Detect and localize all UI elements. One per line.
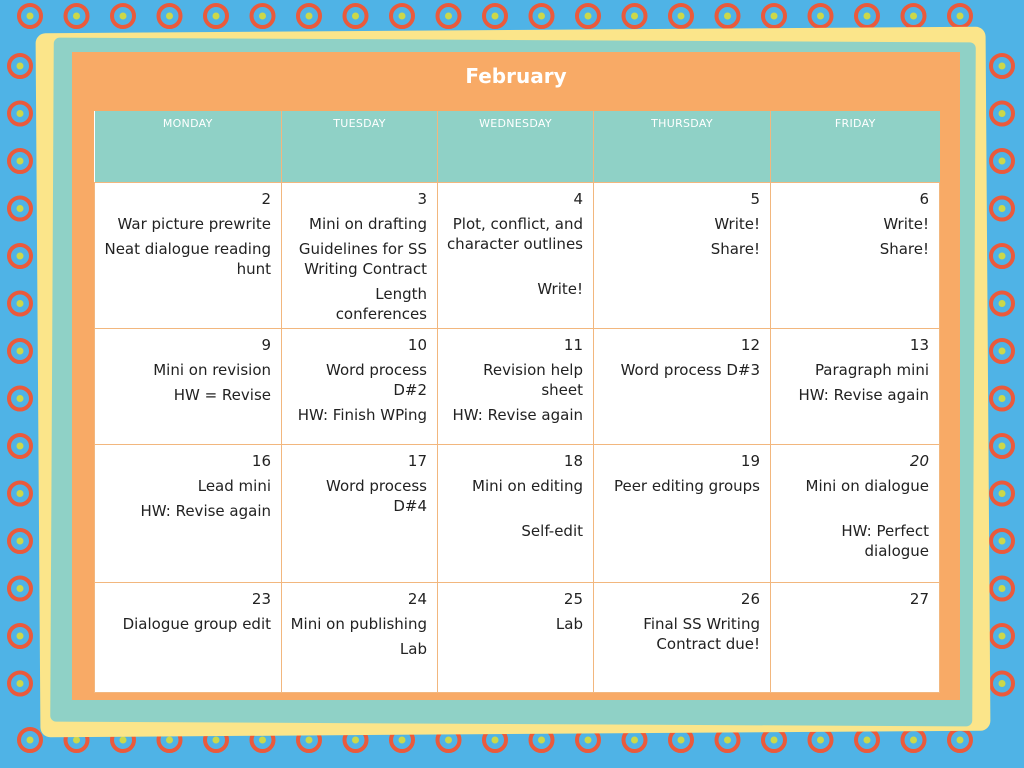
weekday-header-monday: MONDAY (95, 111, 282, 183)
day-cell (95, 183, 282, 329)
day-cell (594, 329, 771, 445)
polka-dot (9, 293, 31, 315)
polka-dot (484, 5, 506, 27)
day-cell (594, 183, 771, 329)
polka-dot (345, 5, 367, 27)
weekday-header-wednesday: WEDNESDAY (438, 111, 594, 183)
day-number: 11 (563, 336, 583, 354)
day-entry: Lab (399, 640, 427, 658)
polka-dot (991, 388, 1013, 410)
day-entry: Write! (714, 215, 760, 233)
day-entry: HW: Revise again (798, 386, 929, 404)
polka-dot (391, 5, 413, 27)
day-number: 13 (909, 336, 929, 354)
polka-dot (9, 340, 31, 362)
polka-dot (810, 5, 832, 27)
polka-dot (717, 5, 739, 27)
day-entry: Lab (555, 615, 583, 633)
day-entry: Mini on publishing (290, 615, 427, 633)
day-entry: HW: Revise again (140, 502, 271, 520)
day-number: 17 (407, 452, 427, 470)
day-entry: Share! (879, 240, 929, 258)
day-entry: HW: Perfect dialogue (841, 522, 929, 560)
polka-dot (9, 245, 31, 267)
day-number: 25 (563, 590, 583, 608)
polka-dot (205, 5, 227, 27)
day-entry: HW: Finish WPing (297, 406, 427, 424)
polka-dot (66, 5, 88, 27)
day-number: 2 (261, 190, 271, 208)
day-cell (95, 329, 282, 445)
day-number: 9 (261, 336, 271, 354)
weekday-header-tuesday: TUESDAY (282, 111, 438, 183)
polka-dot (670, 5, 692, 27)
calendar-table (94, 111, 940, 693)
day-entry: Revision help sheet (483, 361, 583, 399)
polka-dot (9, 103, 31, 125)
polka-dot (577, 5, 599, 27)
day-cell (282, 183, 438, 329)
day-entry: Word process D#3 (620, 361, 760, 379)
polka-dot (9, 530, 31, 552)
polka-dot (9, 435, 31, 457)
polka-dot (991, 483, 1013, 505)
day-entry: Word process D#4 (326, 477, 427, 515)
day-cell (282, 445, 438, 583)
week-row (95, 329, 940, 445)
weekday-header-thursday: THURSDAY (594, 111, 771, 183)
day-cell (771, 329, 940, 445)
day-number: 6 (919, 190, 929, 208)
day-entry: Guidelines for SS Writing Contract (298, 240, 427, 278)
day-entry: Plot, conflict, and character outlines (446, 215, 583, 253)
day-entry: Mini on dialogue (805, 477, 929, 495)
day-entry: Neat dialogue reading hunt (104, 240, 271, 278)
day-cell (438, 583, 594, 693)
day-entry: War picture prewrite (117, 215, 271, 233)
day-cell (438, 329, 594, 445)
polka-dot (991, 103, 1013, 125)
day-entry: Length conferences (335, 285, 427, 323)
polka-dot (949, 729, 971, 751)
day-cell (282, 329, 438, 445)
day-entry: Share! (710, 240, 760, 258)
day-entry: Write! (537, 280, 583, 298)
day-number: 23 (251, 590, 271, 608)
polka-dot (9, 388, 31, 410)
day-cell (438, 183, 594, 329)
day-cell (771, 583, 940, 693)
day-cell (594, 583, 771, 693)
day-number: 16 (251, 452, 271, 470)
day-number: 20 (909, 452, 929, 470)
polka-dot (991, 55, 1013, 77)
polka-dot (19, 729, 41, 751)
day-entry: Mini on drafting (309, 215, 427, 233)
month-title: February (465, 64, 567, 88)
day-number: 12 (740, 336, 760, 354)
day-cell (771, 183, 940, 329)
polka-dot (112, 5, 134, 27)
polka-dot (991, 293, 1013, 315)
polka-dot (991, 340, 1013, 362)
polka-dot (991, 198, 1013, 220)
week-row (95, 583, 940, 693)
polka-dot (903, 5, 925, 27)
polka-dot (252, 5, 274, 27)
polka-dot (991, 578, 1013, 600)
day-entry: Write! (883, 215, 929, 233)
day-number: 19 (740, 452, 760, 470)
day-number: 26 (740, 590, 760, 608)
polka-dot (856, 5, 878, 27)
day-number: 24 (407, 590, 427, 608)
day-entry: Self-edit (521, 522, 583, 540)
polka-dot (991, 625, 1013, 647)
polka-dot (763, 5, 785, 27)
day-entry: Word process D#2 (326, 361, 427, 399)
polka-dot (9, 55, 31, 77)
polka-dot (159, 5, 181, 27)
polka-dot (991, 530, 1013, 552)
polka-dot (763, 729, 785, 751)
day-number: 4 (573, 190, 583, 208)
polka-dot (991, 150, 1013, 172)
polka-dot (856, 729, 878, 751)
day-entry: Mini on editing (472, 477, 583, 495)
polka-dot (991, 673, 1013, 695)
day-cell (95, 583, 282, 693)
day-number: 18 (563, 452, 583, 470)
week-row (95, 445, 940, 583)
polka-dot (810, 729, 832, 751)
polka-dot (9, 198, 31, 220)
polka-dot (991, 245, 1013, 267)
day-cell (594, 445, 771, 583)
polka-dot (624, 5, 646, 27)
day-number: 3 (417, 190, 427, 208)
day-entry: Lead mini (197, 477, 271, 495)
week-row (95, 183, 940, 329)
day-entry: Mini on revision (153, 361, 271, 379)
day-entry: Dialogue group edit (122, 615, 271, 633)
day-cell (438, 445, 594, 583)
day-entry: HW: Revise again (452, 406, 583, 424)
polka-dot (9, 150, 31, 172)
day-number: 10 (407, 336, 427, 354)
day-entry: Paragraph mini (814, 361, 929, 379)
weekday-header-friday: FRIDAY (771, 111, 940, 183)
polka-dot (438, 5, 460, 27)
polka-dot (9, 673, 31, 695)
polka-dot (298, 5, 320, 27)
polka-dot (9, 483, 31, 505)
day-number: 5 (750, 190, 760, 208)
polka-dot (991, 435, 1013, 457)
weekday-header-row (95, 111, 940, 183)
day-cell (282, 583, 438, 693)
day-entry: Peer editing groups (613, 477, 760, 495)
polka-dot (19, 5, 41, 27)
polka-dot (9, 578, 31, 600)
polka-dot (531, 5, 553, 27)
day-number: 27 (909, 590, 929, 608)
day-cell (95, 445, 282, 583)
day-entry: Final SS Writing Contract due! (643, 615, 760, 653)
polka-dot (9, 625, 31, 647)
day-entry: HW = Revise (173, 386, 271, 404)
polka-dot (949, 5, 971, 27)
day-cell (771, 445, 940, 583)
polka-dot (903, 729, 925, 751)
